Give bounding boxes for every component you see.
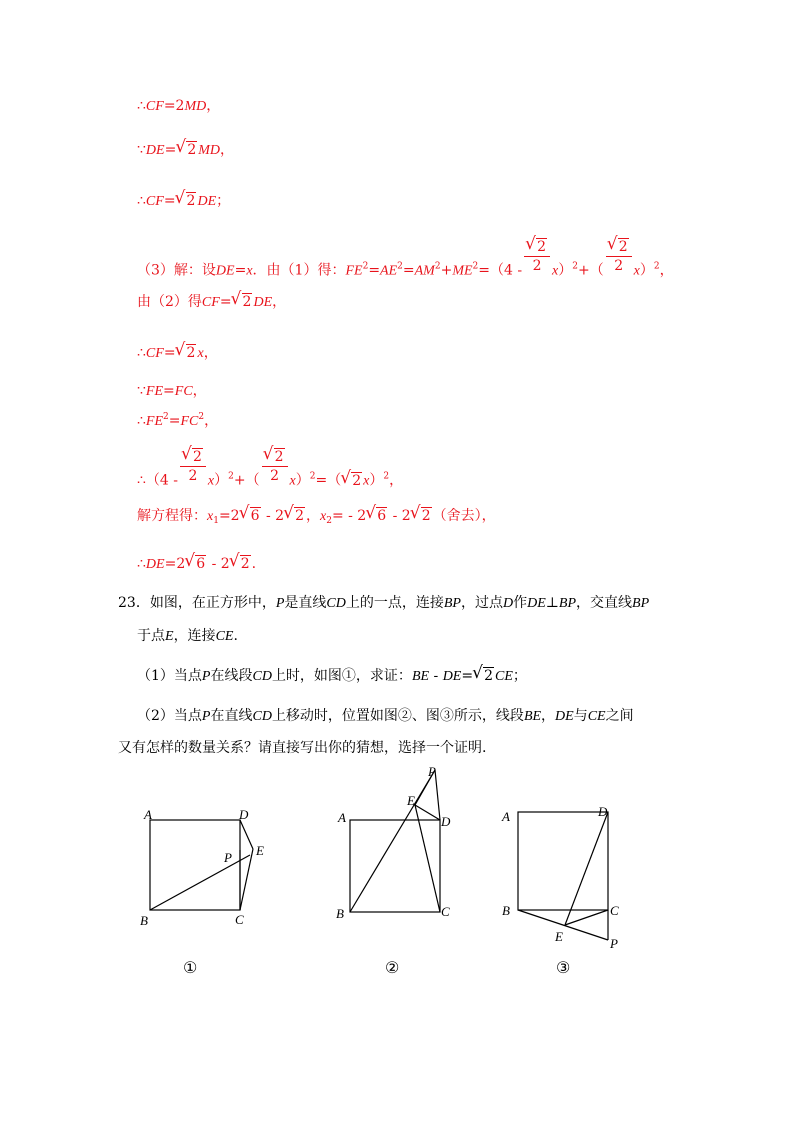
text: ） (558, 262, 573, 279)
segment-ce (240, 849, 253, 910)
label-b: B (502, 903, 510, 918)
square (150, 820, 240, 910)
label-b: B (140, 913, 148, 928)
label-e: E (555, 929, 563, 944)
fraction (606, 238, 632, 275)
var: MD (198, 143, 221, 158)
figure-3-caption: ③ (556, 958, 571, 977)
exponent: 2 (163, 412, 169, 422)
text: ） (214, 472, 229, 489)
text: 解方程得： (137, 508, 207, 524)
var: x (207, 509, 214, 524)
exponent: 2 (228, 471, 234, 482)
text: 在直线 (210, 708, 253, 724)
label-c: C (441, 904, 450, 919)
because-symbol: ∵ (137, 142, 146, 158)
var: P (201, 709, 211, 724)
exponent: 2 (383, 471, 390, 482)
text: = (163, 345, 176, 361)
var: x (363, 473, 370, 489)
var: P (201, 669, 211, 684)
var: P (275, 596, 285, 611)
fraction (180, 448, 206, 485)
var: DE (253, 295, 273, 310)
text: = (163, 383, 175, 399)
solution-line-4 (137, 239, 674, 289)
punct: ， (206, 98, 221, 114)
label-c: C (235, 912, 244, 927)
var: CE (587, 709, 606, 724)
therefore-symbol: ∴ (137, 345, 146, 361)
punct: ， (192, 383, 207, 399)
text: 由（2）得 (137, 294, 202, 310)
text: =2 (218, 508, 240, 524)
solution-line-5 (137, 292, 286, 313)
var: DE (145, 557, 165, 572)
segment-bp (150, 855, 250, 910)
text: 上的一点，连接 (345, 595, 444, 611)
denominator: 2 (188, 468, 198, 484)
therefore-symbol: ∴ (137, 413, 146, 429)
text: 上时，如图①，求证： (271, 668, 412, 684)
question-23-part-2-cont (118, 738, 486, 758)
square (518, 812, 608, 910)
label-d: D (239, 807, 249, 822)
var: x (197, 346, 204, 361)
punct: . (233, 628, 238, 644)
label-e: E (407, 793, 415, 808)
var: FC (180, 414, 199, 429)
text: 在线段 (210, 668, 253, 684)
var: FC (174, 384, 193, 399)
text: +（ (233, 472, 260, 489)
text: - 2 (207, 556, 230, 572)
var: DE (555, 709, 574, 724)
var: CD (252, 709, 272, 724)
label-p: P (428, 764, 436, 779)
text: = (164, 142, 177, 158)
perp-symbol: ⊥ (545, 595, 559, 611)
var: DE (442, 669, 462, 684)
text: ，过点 (460, 595, 503, 611)
denominator: 2 (532, 258, 542, 274)
text: =（4 - (478, 262, 523, 279)
var: x (319, 509, 327, 524)
text: = (402, 262, 415, 279)
solution-line-3 (137, 191, 230, 212)
var: BP (443, 596, 461, 611)
text: ．由（1）得： (252, 262, 346, 279)
label-b: B (336, 906, 344, 921)
segment-ce (565, 910, 608, 925)
text: - (429, 668, 443, 684)
var: x (207, 473, 215, 489)
denominator: 2 (270, 468, 280, 484)
text: - 2 (388, 508, 411, 524)
var: DE (197, 194, 217, 209)
text: 上移动时，位置如图②、图③所示，线段 (271, 708, 524, 724)
text: = - 2 (331, 508, 367, 524)
var: CD (252, 669, 272, 684)
text: （1）当点 (137, 668, 202, 684)
because-symbol: ∵ (137, 383, 146, 399)
var: FE (145, 414, 164, 429)
solution-line-10 (137, 506, 496, 527)
segment-ce (415, 805, 440, 912)
segment-de (565, 812, 608, 925)
sqrt-expression: √ 6 (366, 506, 387, 526)
var: E (165, 629, 174, 644)
sqrt-expression: √ 2 (284, 506, 305, 526)
var: CF (145, 194, 164, 209)
figure-1-caption: ① (183, 958, 198, 977)
text: ， (541, 708, 556, 724)
var: ME (452, 263, 473, 279)
sqrt-expression: √ 2 (232, 292, 253, 312)
solution-line-11 (137, 554, 256, 575)
var: DE (527, 596, 546, 611)
label-d: D (598, 804, 608, 819)
var: FE (345, 263, 363, 279)
exponent: 2 (653, 261, 660, 272)
solution-line-1 (137, 96, 220, 117)
solution-line-9 (137, 449, 404, 499)
question-23-part-2 (137, 706, 634, 727)
var: CE (495, 669, 513, 684)
fraction (524, 238, 550, 275)
label-d: D (441, 814, 451, 829)
exponent: 2 (309, 471, 316, 482)
subscript: 2 (326, 516, 332, 526)
solution-line-2 (137, 140, 234, 161)
punct: ， (659, 262, 674, 279)
question-23-part-1 (137, 666, 527, 687)
text: 作 (513, 595, 528, 611)
text: 23．如图，在正方形中， (118, 595, 276, 611)
var: CF (145, 99, 164, 114)
denominator: 2 (614, 258, 624, 274)
var: CF (145, 346, 164, 361)
text: = (234, 262, 247, 279)
text: （舍去）， (432, 508, 496, 524)
text: ∴（4 - (137, 472, 178, 489)
text: ） (369, 472, 384, 489)
var: MD (184, 99, 207, 114)
solution-line-7 (137, 381, 207, 402)
question-23-line-1 (118, 593, 649, 614)
var: AM (414, 263, 435, 279)
solution-line-8 (137, 411, 218, 432)
subscript: 1 (213, 516, 219, 526)
text: + (440, 262, 453, 279)
var: x (289, 473, 296, 489)
text: ，连接 (173, 628, 216, 644)
text: = (368, 262, 381, 279)
figure-2-caption: ② (385, 958, 400, 977)
therefore-symbol: ∴ (137, 193, 146, 209)
var: DE (145, 143, 165, 158)
var: BP (632, 596, 650, 611)
text: 之间 (605, 708, 634, 724)
square (350, 820, 440, 912)
text: 又有怎样的数量关系？请直接写出你的猜想，选择一个证明. (118, 740, 487, 756)
segment-de (415, 805, 440, 820)
exponent: 2 (397, 261, 403, 272)
label-a: A (338, 810, 346, 825)
punct: ； (512, 668, 527, 684)
punct: ， (220, 142, 235, 158)
text: 是直线 (284, 595, 327, 611)
sqrt-expression: √ 2 (230, 554, 251, 574)
radicand: 2 (193, 449, 202, 465)
question-23-line-2 (137, 626, 238, 647)
var: x (246, 263, 253, 279)
var: x (633, 263, 640, 279)
figure-1 (135, 800, 275, 935)
fraction (262, 448, 288, 485)
var: BE (523, 709, 542, 724)
var: BP (558, 596, 577, 611)
text: ，交直线 (576, 595, 633, 611)
var: AE (380, 263, 398, 279)
radicand: 2 (537, 239, 547, 255)
var: CD (326, 596, 346, 611)
sqrt-expression: √ 2 (473, 666, 494, 686)
var: CF (201, 295, 220, 310)
text: =2 (163, 98, 185, 114)
text: +（ (577, 262, 604, 279)
text: = (163, 193, 176, 209)
text: - 2 (261, 508, 285, 524)
text: =（ (315, 472, 342, 489)
var: x (552, 263, 559, 279)
exponent: 2 (434, 261, 441, 272)
punct: . (251, 556, 257, 572)
label-p: P (610, 936, 618, 950)
label-a: A (144, 807, 152, 822)
segment-de (240, 820, 253, 849)
text: ） (639, 262, 654, 279)
var: BE (411, 669, 430, 684)
punct: ， (204, 413, 219, 429)
sqrt-expression: √ 2 (411, 506, 432, 526)
figure-3 (495, 800, 635, 950)
sqrt-expression: √ 2 (176, 191, 197, 211)
label-a: A (502, 809, 510, 824)
solution-line-6 (137, 343, 218, 364)
var: DE (215, 263, 235, 279)
exponent: 2 (198, 412, 205, 422)
text: 于点 (137, 628, 165, 644)
exponent: 2 (362, 261, 369, 272)
label-e: E (256, 843, 264, 858)
exponent: 2 (572, 261, 578, 272)
punct: ， (305, 508, 320, 524)
sqrt-expression: √ 2 (176, 343, 197, 363)
exponent: 2 (472, 261, 479, 272)
radicand: 2 (274, 449, 284, 465)
sqrt-expression: √ 2 (341, 471, 362, 491)
text: 与 (573, 708, 588, 724)
var: CE (215, 629, 234, 644)
punct: ， (203, 345, 218, 361)
label-p: P (224, 850, 232, 865)
text: = (219, 294, 232, 310)
label-c: C (610, 903, 619, 918)
therefore-symbol: ∴ (137, 98, 146, 114)
text: ） (295, 472, 310, 489)
text: = (461, 668, 474, 684)
sqrt-expression: √ 6 (185, 554, 206, 574)
text: （3）解：设 (137, 262, 216, 279)
therefore-symbol: ∴ (137, 556, 146, 572)
var: FE (145, 384, 164, 399)
radicand: 2 (618, 239, 628, 255)
sqrt-expression: √ 2 (176, 140, 197, 160)
sqrt-expression: √ 6 (240, 506, 261, 526)
var: D (502, 596, 514, 611)
figure-2 (330, 760, 470, 935)
text: （2）当点 (137, 708, 202, 724)
punct: ， (272, 294, 287, 310)
punct: ； (216, 193, 231, 209)
text: = (168, 413, 181, 429)
text: =2 (164, 556, 186, 572)
punct: ， (389, 472, 404, 489)
